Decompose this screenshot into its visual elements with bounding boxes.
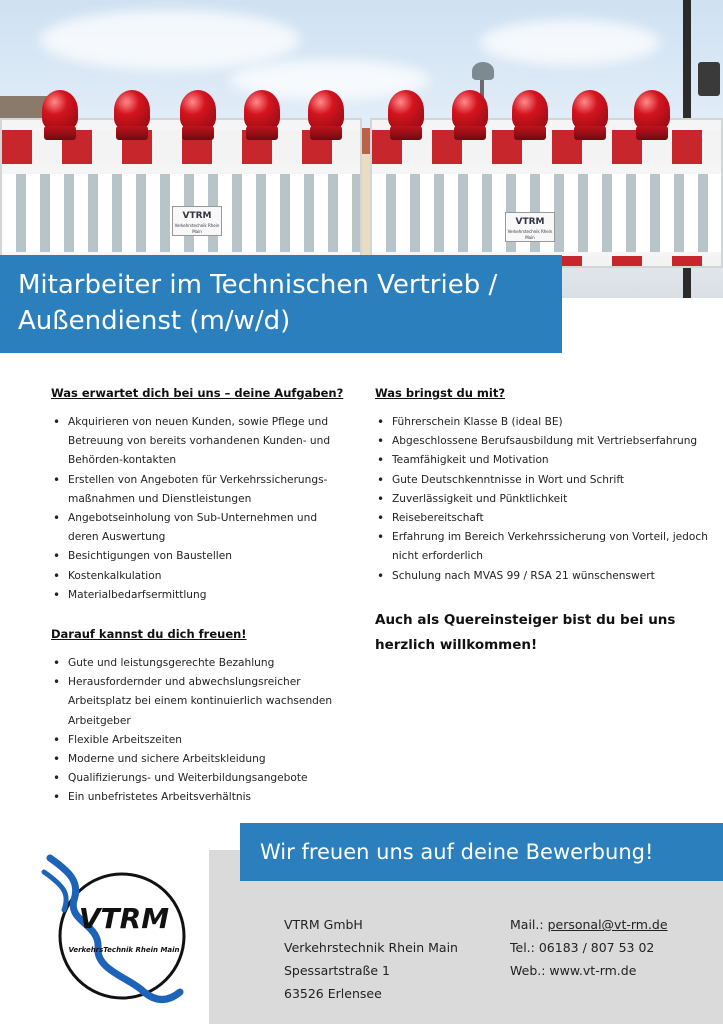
closing-line-1: Auch als Quereinsteiger bist du bei uns [375,611,676,628]
list-item: • Akquirieren von neuen Kunden, sowie Pflege und Betreuung von bereits vorhandenen Kunden- und Behörden-kontakten [51,413,351,471]
plate-brand: VTRM [182,211,212,221]
plate-sub: Verkehrstechnik Rhein Main [174,223,220,234]
closing-statement [375,608,710,658]
contact-tel: Tel.: 06183 / 807 53 02 [510,940,655,955]
list-item: • Erfahrung im Bereich Verkehrssicherung von Vorteil, jedoch nicht erforderlich [375,528,710,566]
list-item: • Gute Deutschkenntnisse in Wort und Schrift [375,471,710,490]
warning-lamp-icon [242,90,282,142]
contact-mail-row [510,913,668,936]
warning-lamp-icon [632,90,672,142]
hero-photo [0,0,723,298]
warning-lamp-icon [386,90,426,142]
company-city: 63526 Erlensee [284,986,382,1001]
barrier-plate-right [505,212,555,242]
barrier-plate-left [172,206,222,236]
list-item: • Besichtigungen von Baustellen [51,547,351,566]
mail-label: Mail.: [510,917,548,932]
mail-link[interactable]: personal@vt-rm.de [547,917,668,932]
left-column [51,386,351,830]
plate-sub: Verkehrstechnik Rhein Main [507,229,553,240]
closing-line-2: herzlich willkommen! [375,636,538,653]
vtrm-logo [40,852,200,1012]
list-item: • Zuverlässigkeit und Pünktlichkeit [375,490,710,509]
warning-lamp-icon [112,90,152,142]
list-item: • Moderne und sichere Arbeitskleidung [51,750,351,769]
list-item: • Angebotseinholung von Sub-Unternehmen und deren Auswertung [51,509,351,547]
warning-lamp-icon [510,90,550,142]
list-item: • Qualifizierungs- und Weiterbildungsangebote [51,769,351,788]
job-title-line-2: Außendienst (m/w/d) [18,306,291,336]
tasks-list [51,413,351,605]
contact-info [510,913,668,982]
logo-tagline: VerkehrsTechnik Rhein Main [68,946,180,954]
list-item: • Erstellen von Angeboten für Verkehrssicherungs-maßnahmen und Dienstleistungen [51,471,351,509]
warning-lamp-icon [570,90,610,142]
warning-lamp-icon [40,90,80,142]
list-item: • Flexible Arbeitszeiten [51,731,351,750]
list-item: • Führerschein Klasse B (ideal BE) [375,413,710,432]
list-item: • Gute und leistungsgerechte Bezahlung [51,654,351,673]
logo-brand: VTRM [78,902,170,935]
warning-lamp-icon [178,90,218,142]
requirements-heading: Was bringst du mit? [375,386,506,400]
river-branch [44,872,66,910]
company-address [284,913,458,1005]
company-street: Spessartstraße 1 [284,963,390,978]
cta-banner: Wir freuen uns auf deine Bewerbung! [240,823,723,881]
contact-web[interactable]: Web.: www.vt-rm.de [510,963,637,978]
job-title-band [0,255,562,353]
plate-brand: VTRM [515,217,545,227]
list-item: • Reisebereitschaft [375,509,710,528]
company-full-name: Verkehrstechnik Rhein Main [284,940,458,955]
job-title-line-1: Mitarbeiter im Technischen Vertrieb / [18,270,498,300]
list-item: • Ein unbefristetes Arbeitsverhältnis [51,788,351,807]
benefits-list [51,654,351,808]
list-item: • Materialbedarfsermittlung [51,586,351,605]
warning-lamp-icon [306,90,346,142]
benefits-heading: Darauf kannst du dich freuen! [51,627,247,642]
list-item: • Teamfähigkeit und Motivation [375,451,710,470]
warning-lamp-icon [450,90,490,142]
tasks-heading: Was erwartet dich bei uns – deine Aufgaben? [51,386,344,400]
requirements-list [375,413,710,586]
right-column [375,386,710,658]
list-item: • Kostenkalkulation [51,567,351,586]
list-item: • Schulung nach MVAS 99 / RSA 21 wünschenswert [375,567,710,586]
company-name: VTRM GmbH [284,917,363,932]
list-item: • Herausfordernder und abwechslungsreicher Arbeitsplatz bei einem kontinuierlich wachsenden Arbeitgeber [51,673,351,731]
list-item: • Abgeschlossene Berufsausbildung mit Vertriebserfahrung [375,432,710,451]
